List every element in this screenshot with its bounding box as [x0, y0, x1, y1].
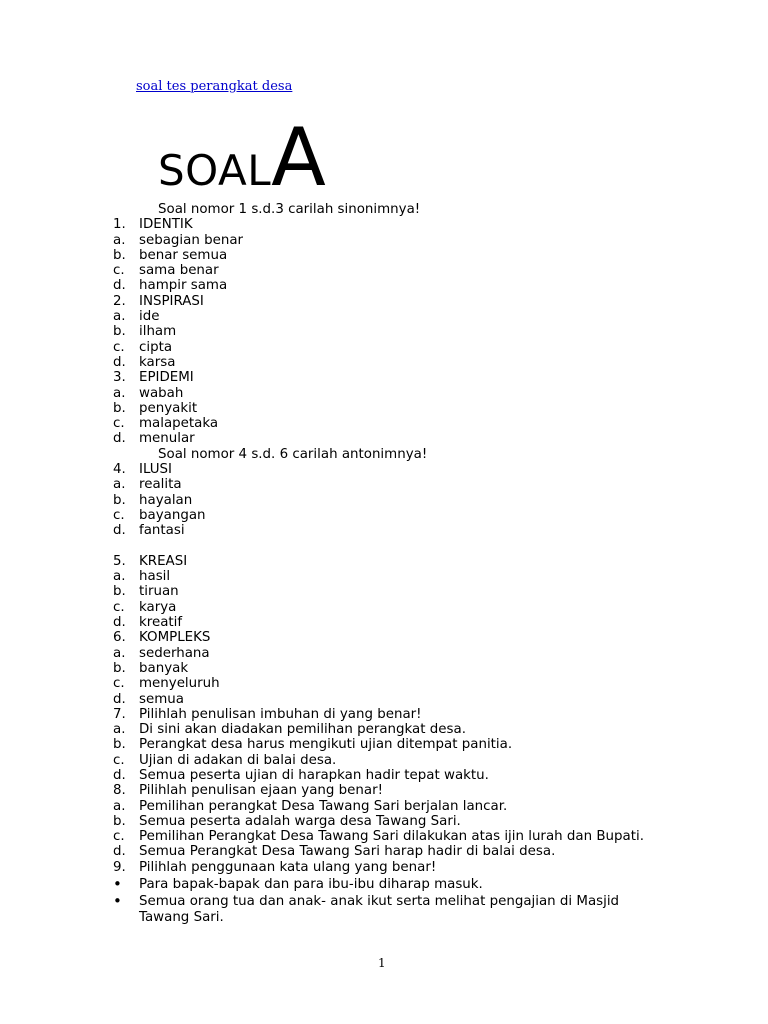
option-label: b. — [113, 247, 126, 263]
option-text: sederhana — [139, 645, 210, 661]
option-text: benar semua — [139, 247, 228, 263]
option-label: d. — [113, 691, 126, 707]
option-text: bayangan — [139, 507, 206, 523]
option-label: a. — [113, 569, 126, 585]
option — [113, 814, 673, 829]
option — [113, 248, 673, 263]
option-label: a. — [113, 477, 126, 493]
option-label: b. — [113, 737, 126, 753]
option-text: Ujian di adakan di balai desa. — [139, 752, 337, 768]
question-text: ILUSI — [139, 462, 172, 478]
bullet-option — [113, 877, 673, 892]
option-text: Semua peserta ujian di harapkan hadir tepat waktu. — [139, 767, 489, 783]
option-text: menular — [139, 431, 195, 447]
option-text: Perangkat desa harus mengikuti ujian ditempat panitia. — [139, 737, 513, 753]
option-label: c. — [113, 339, 125, 355]
page-number: 1 — [378, 956, 386, 970]
option-label: a. — [113, 645, 126, 661]
question-6 — [113, 630, 673, 645]
option-label: a. — [113, 798, 126, 814]
question-text: Pilihlah penulisan imbuhan di yang benar! — [139, 706, 422, 722]
option — [113, 523, 673, 538]
question-text: KOMPLEKS — [139, 630, 211, 646]
option-label: b. — [113, 400, 126, 416]
option — [113, 799, 673, 814]
option — [113, 829, 673, 844]
option — [113, 416, 673, 431]
question-text: KREASI — [139, 553, 188, 569]
option-text: hampir sama — [139, 278, 228, 294]
option — [113, 737, 673, 752]
option — [113, 263, 673, 278]
option-label: a. — [113, 232, 126, 248]
question-number: 1. — [113, 217, 126, 233]
option-text: wabah — [139, 385, 184, 401]
option-label: c. — [113, 416, 125, 432]
question-4 — [113, 462, 673, 477]
question-number: 9. — [113, 859, 126, 875]
instruction-antonym: Soal nomor 4 s.d. 6 carilah antonimnya! — [158, 446, 428, 462]
option-text: malapetaka — [139, 416, 219, 432]
option-label: a. — [113, 385, 126, 401]
bullet-icon: • — [113, 875, 122, 894]
option — [113, 477, 673, 492]
option — [113, 692, 673, 707]
question-number: 6. — [113, 630, 126, 646]
option-label: d. — [113, 431, 126, 447]
instruction-synonym: Soal nomor 1 s.d.3 carilah sinonimnya! — [158, 202, 421, 217]
option-label: c. — [113, 829, 125, 845]
question-text: IDENTIK — [139, 217, 193, 233]
title-word: SOAL — [158, 146, 272, 195]
option — [113, 768, 673, 783]
option-label: a. — [113, 722, 126, 738]
option — [113, 569, 673, 584]
option-text: hasil — [139, 569, 171, 585]
bullet-icon: • — [113, 892, 122, 911]
option — [113, 431, 673, 446]
option — [113, 753, 673, 768]
option — [113, 278, 673, 293]
question-8 — [113, 783, 673, 798]
option-label: d. — [113, 844, 126, 860]
option-text: kreatif — [139, 615, 183, 631]
option-label: b. — [113, 660, 126, 676]
question-text: Pilihlah penggunaan kata ulang yang benar! — [139, 859, 437, 875]
option — [113, 615, 673, 630]
question-number: 7. — [113, 706, 126, 722]
option-text: Semua orang tua dan anak- anak ikut serta melihat pengajian di Masjid Tawang Sari. — [139, 894, 620, 925]
option-text: sama benar — [139, 263, 219, 279]
question-number: 3. — [113, 370, 126, 386]
option-text: tiruan — [139, 584, 179, 600]
option-text: penyakit — [139, 400, 198, 416]
bullet-option — [113, 894, 673, 925]
option — [113, 401, 673, 416]
option-label: c. — [113, 752, 125, 768]
option-text: ilham — [139, 324, 177, 340]
option-label: d. — [113, 615, 126, 631]
option-label: c. — [113, 676, 125, 692]
option-text: Semua peserta adalah warga desa Tawang Sari. — [139, 813, 461, 829]
option-text: karsa — [139, 354, 176, 370]
option-text: fantasi — [139, 523, 185, 539]
option — [113, 661, 673, 676]
question-number: 4. — [113, 462, 126, 478]
option-label: b. — [113, 813, 126, 829]
question-1 — [113, 217, 673, 232]
question-3 — [113, 370, 673, 385]
option-text: cipta — [139, 339, 173, 355]
option — [113, 493, 673, 508]
option — [113, 386, 673, 401]
option-label: b. — [113, 492, 126, 508]
option — [113, 722, 673, 737]
blank-line — [113, 539, 673, 554]
option-label: c. — [113, 263, 125, 279]
option — [113, 324, 673, 339]
option — [113, 676, 673, 691]
option — [113, 340, 673, 355]
question-9 — [113, 860, 673, 875]
document-title — [158, 111, 326, 204]
option — [113, 355, 673, 370]
option — [113, 508, 673, 523]
question-text: INSPIRASI — [139, 293, 204, 309]
option — [113, 844, 673, 859]
option-text: ide — [139, 309, 160, 325]
title-letter: A — [271, 111, 326, 204]
question-2 — [113, 294, 673, 309]
option-text: karya — [139, 599, 177, 615]
option-label: a. — [113, 309, 126, 325]
option-text: banyak — [139, 660, 189, 676]
option-label: b. — [113, 324, 126, 340]
question-text: Pilihlah penulisan ejaan yang benar! — [139, 783, 383, 799]
question-text: EPIDEMI — [139, 370, 194, 386]
option — [113, 233, 673, 248]
option — [113, 600, 673, 615]
option — [113, 309, 673, 324]
option-label: d. — [113, 354, 126, 370]
option-text: Pemilihan Perangkat Desa Tawang Sari dilakukan atas ijin lurah dan Bupati. — [139, 829, 644, 845]
option-text: hayalan — [139, 492, 193, 508]
question-number: 5. — [113, 553, 126, 569]
option-label: d. — [113, 767, 126, 783]
document-link[interactable]: soal tes perangkat desa — [136, 79, 293, 94]
option — [113, 646, 673, 661]
option — [113, 584, 673, 599]
option-label: d. — [113, 278, 126, 294]
option-label: d. — [113, 523, 126, 539]
question-list — [113, 202, 673, 925]
option-text: Semua Perangkat Desa Tawang Sari harap hadir di balai desa. — [139, 844, 556, 860]
option-text: Di sini akan diadakan pemilihan perangkat desa. — [139, 722, 466, 738]
option-text: semua — [139, 691, 184, 707]
option-text: Para bapak-bapak dan para ibu-ibu diharap masuk. — [139, 877, 483, 893]
question-number: 8. — [113, 783, 126, 799]
option-label: c. — [113, 507, 125, 523]
option-text: menyeluruh — [139, 676, 220, 692]
option-text: sebagian benar — [139, 232, 244, 248]
option-text: realita — [139, 477, 182, 493]
option-label: c. — [113, 599, 125, 615]
question-number: 2. — [113, 293, 126, 309]
question-5 — [113, 554, 673, 569]
option-text: Pemilihan perangkat Desa Tawang Sari berjalan lancar. — [139, 798, 508, 814]
question-7 — [113, 707, 673, 722]
option-label: b. — [113, 584, 126, 600]
